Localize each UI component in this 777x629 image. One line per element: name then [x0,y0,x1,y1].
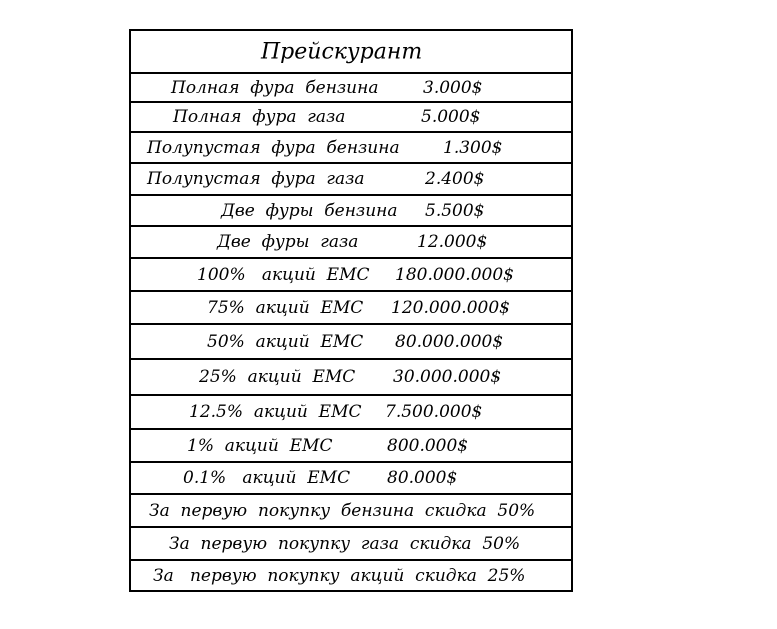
item-name: Полупустая фура газа [147,169,365,189]
discount-note: За первую покупку акций скидка 25% [153,565,526,586]
item-name: 100% акций EMC [197,264,370,285]
price-list-table [129,29,573,592]
item-price: 2.400$ [425,169,485,189]
item-name: 75% акций EMC [207,297,364,318]
price-row [131,259,571,292]
item-price: 7.500.000$ [385,402,483,422]
item-price: 12.000$ [417,232,488,252]
price-row [131,463,571,495]
price-row [131,360,571,396]
item-name: 12.5% акций EMC [189,402,362,422]
price-row [131,325,571,360]
item-name: Две фуры газа [217,232,359,252]
item-price: 1.300$ [443,137,503,158]
item-price: 5.500$ [425,200,485,221]
price-row [131,133,571,164]
item-name: Две фуры бензина [221,200,398,221]
item-name: 1% акций EMC [187,435,333,456]
item-name: 25% акций EMC [199,367,356,387]
price-row [131,103,571,133]
item-name: 50% акций EMC [207,331,364,352]
price-row [131,396,571,430]
discount-note-row [131,561,571,590]
item-price: 120.000.000$ [391,297,510,318]
price-row [131,74,571,103]
item-price: 30.000.000$ [393,367,502,387]
discount-note-row [131,495,571,528]
price-row [131,430,571,463]
item-price: 5.000$ [421,107,481,127]
item-name: Полная фура бензина [171,77,379,98]
item-name: Полупустая фура бензина [147,137,400,158]
item-price: 800.000$ [387,435,469,456]
title-row [131,31,571,74]
price-row [131,227,571,259]
discount-note: За первую покупку бензина скидка 50% [149,500,536,521]
item-name: Полная фура газа [173,107,346,127]
discount-note: За первую покупку газа скидка 50% [169,533,521,554]
item-name: 0.1% акций EMC [183,468,351,488]
price-row [131,292,571,325]
item-price: 180.000.000$ [395,264,514,285]
item-price: 80.000.000$ [395,331,504,352]
price-list-title: Прейскурант [261,39,423,64]
discount-note-row [131,528,571,561]
price-row [131,164,571,196]
item-price: 80.000$ [387,468,458,488]
price-row [131,196,571,227]
item-price: 3.000$ [423,77,483,98]
